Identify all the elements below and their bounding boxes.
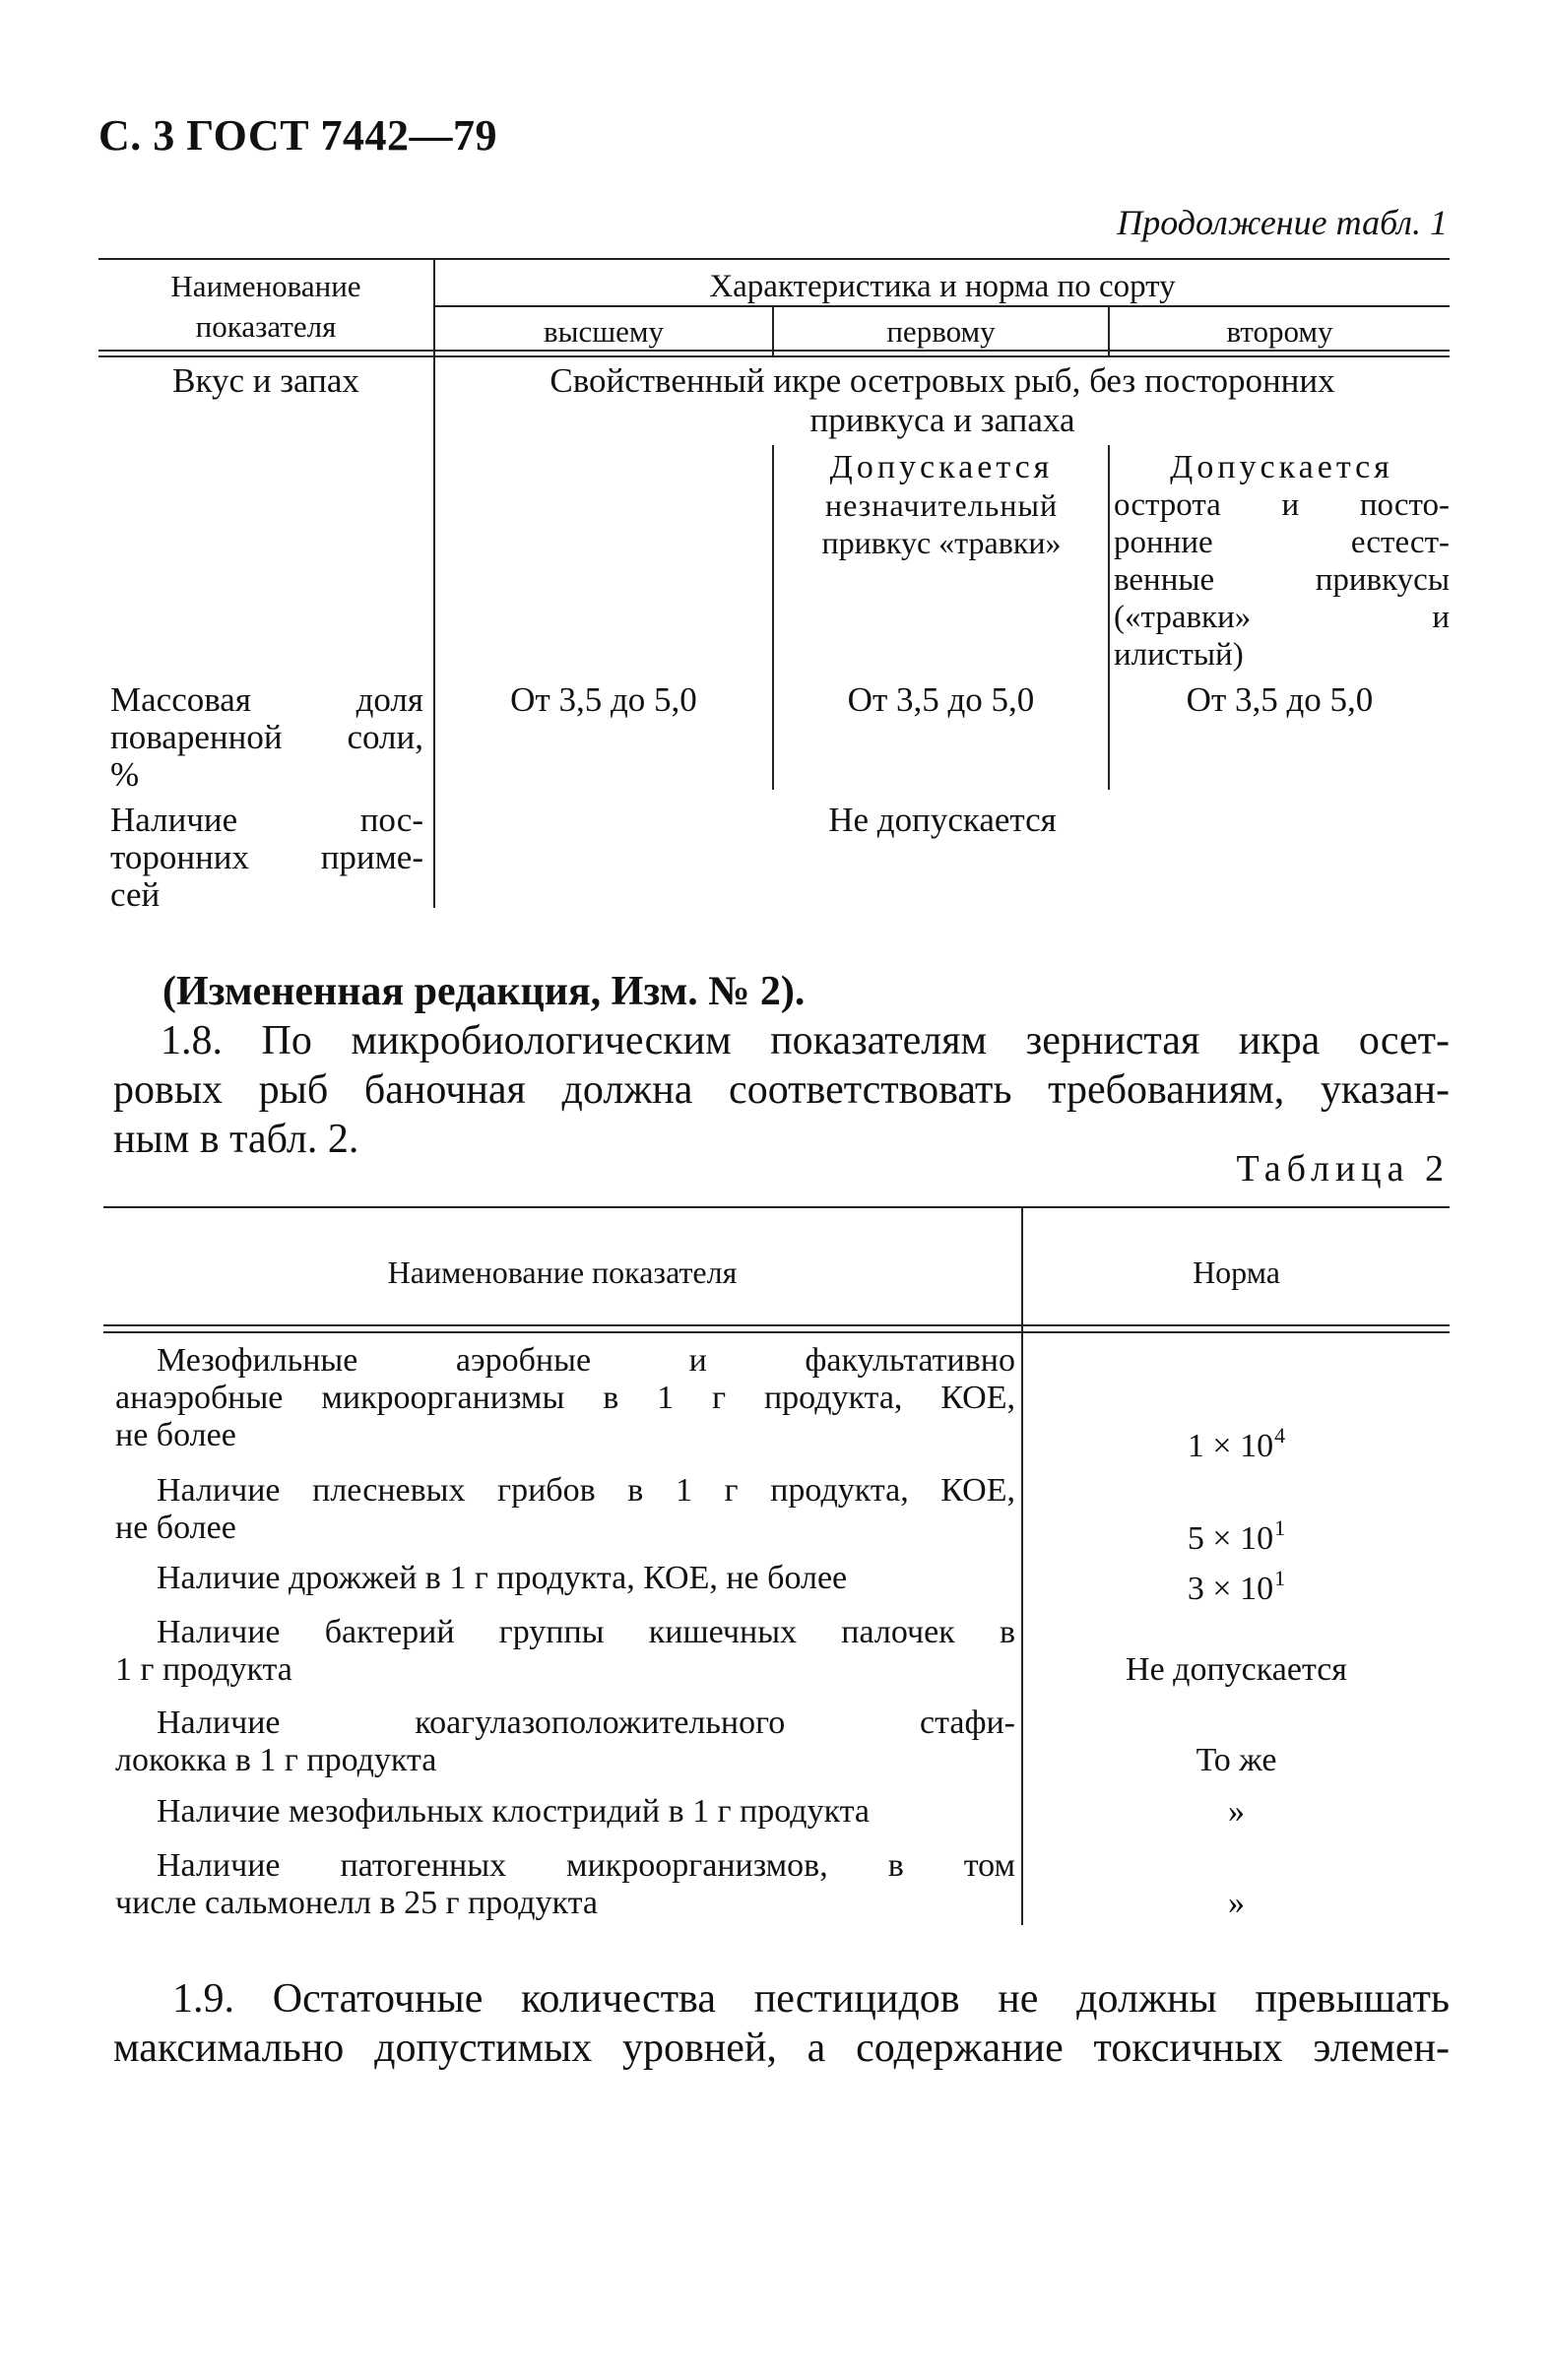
table2-row-0-norm (1023, 1416, 1450, 1466)
table2-caption: Таблица 2 (1236, 1148, 1450, 1190)
para-1-9-line2: максимально допустимых уровней, а содержание токсичных элемен- (113, 2026, 1450, 2071)
table2-row-6-line2: числе сальмонелл в 25 г продукта (115, 1885, 598, 1921)
table1-grade-header-first: первому (886, 314, 996, 349)
table1-row-salt-second: От 3,5 до 5,0 (1186, 680, 1374, 719)
table2-row-4-line2: лококка в 1 г продукта (115, 1742, 437, 1778)
table2-row-5-norm: » (1228, 1793, 1245, 1830)
table2-row-2-norm-base: 3 × 10 (1187, 1571, 1274, 1607)
table1-row-taste-second-line4: венные привкусы (1114, 562, 1450, 598)
table2-row-1-norm-exp: 1 (1274, 1515, 1286, 1540)
table1-row-salt-highest: От 3,5 до 5,0 (510, 680, 697, 719)
table2-row-6-line1: Наличие патогенных микроорганизмов, в том (157, 1847, 1015, 1884)
table1-row-impurities-name-line3: сей (110, 875, 161, 914)
table1-row-salt-name-line1: Массовая доля (110, 680, 423, 719)
table1-row-impurities-name-line2: торонних приме- (110, 838, 423, 876)
table2-header-norm: Норма (1193, 1254, 1280, 1290)
para-1-8-line2: ровых рыб баночная должна соответствовать требованиям, указан- (113, 1067, 1450, 1113)
table1-row-taste-second-line2: острота и посто- (1114, 487, 1450, 523)
table2-row-3-line1: Наличие бактерий группы кишечных палочек в (157, 1614, 1015, 1650)
para-1-9-line1: 1.9. Остаточные количества пестицидов не должны превышать (172, 1976, 1450, 2022)
table2-row-4-line1: Наличие коагулазоположительного стафи- (157, 1705, 1015, 1741)
amendment-note: (Измененная редакция, Изм. № 2). (162, 969, 806, 1014)
table2-row-0-line2: анаэробные микроорганизмы в 1 г продукта, КОЕ, (115, 1380, 1015, 1416)
table1-row-taste-second-line1: Допускается (1170, 449, 1393, 485)
table1-row-taste-common-line2: привкуса и запаха (809, 401, 1075, 439)
table1-row-salt-name-line3: % (110, 755, 140, 794)
table1-row-salt-name-line2: поваренной соли, (110, 718, 423, 756)
table2-row-0-line1: Мезофильные аэробные и факультативно (157, 1342, 1015, 1379)
table2-row-2-norm-exp: 1 (1274, 1566, 1286, 1590)
table1-row-taste-second-line5: («травки» и (1114, 600, 1450, 635)
table1-row-salt-first: От 3,5 до 5,0 (847, 680, 1035, 719)
page-header: С. 3 ГОСТ 7442—79 (98, 111, 498, 160)
table2-row-1-line2: не более (115, 1510, 236, 1546)
table2-row-6-norm: » (1228, 1885, 1245, 1921)
table1-col-name-header-line1: Наименование (170, 269, 361, 303)
table2-row-1-norm (1023, 1509, 1450, 1559)
table2-row-1-norm-base: 5 × 10 (1187, 1520, 1274, 1557)
table1-row-taste-name: Вкус и запах (172, 361, 359, 400)
table1-grade-header-second: второму (1226, 314, 1333, 349)
table1-col-name-header-line2: показателя (195, 309, 337, 344)
table2-row-1-line1: Наличие плесневых грибов в 1 г продукта, КОЕ, (157, 1472, 1015, 1509)
table2-row-0-norm-exp: 4 (1274, 1423, 1286, 1447)
table1-continuation-label: Продолжение табл. 1 (1117, 203, 1448, 242)
table2-header-name: Наименование показателя (387, 1254, 738, 1290)
para-1-8-line1: 1.8. По микробиологическим показателям зернистая икра осет- (161, 1018, 1450, 1063)
table1-row-taste-first-line3: привкус «травки» (821, 525, 1062, 560)
table1-row-taste-second-line3: ронние естест- (1114, 525, 1450, 560)
table2-row-0-line3: не более (115, 1417, 236, 1453)
table2-row-2-line1: Наличие дрожжей в 1 г продукта, КОЕ, не более (157, 1560, 848, 1596)
table1-row-impurities-value: Не допускается (828, 801, 1057, 839)
table2-row-3-line2: 1 г продукта (115, 1651, 292, 1688)
table2-row-5-line1: Наличие мезофильных клостридий в 1 г продукта (157, 1793, 871, 1830)
table1-row-taste-first-line2: незначительный (824, 487, 1059, 523)
table2-row-0-norm-base: 1 × 10 (1187, 1428, 1274, 1464)
table2-row-2-norm (1023, 1559, 1450, 1609)
table1-row-impurities-name-line1: Наличие пос- (110, 801, 423, 839)
table1-row-taste-first-line1: Допускается (829, 449, 1054, 485)
table1-row-taste-second-line6: илистый) (1114, 637, 1244, 673)
table2-row-3-norm: Не допускается (1126, 1651, 1347, 1688)
table1-grade-header-highest: высшему (544, 314, 664, 349)
table2-row-4-norm: То же (1196, 1742, 1277, 1778)
table1-group-header: Характеристика и норма по сорту (709, 269, 1176, 304)
table1-row-taste-common-line1: Свойственный икре осетровых рыб, без посторонних (549, 361, 1335, 400)
para-1-8-line3: ным в табл. 2. (113, 1117, 359, 1162)
